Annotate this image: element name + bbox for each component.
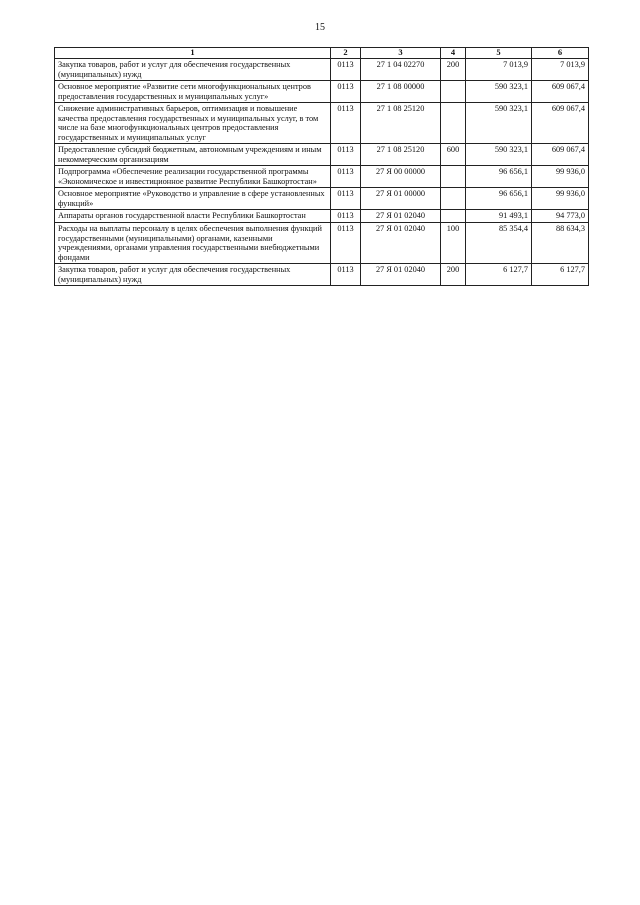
- row-sum-1: 590 323,1: [466, 81, 532, 103]
- row-name: Снижение административных барьеров, оптимизация и повышение качества предоставления государственных и муниципальных услуг, в том числе на базе многофункциональных центров предоставления государственных и муниципальных услуг: [55, 103, 331, 144]
- row-sum-2: 609 067,4: [532, 81, 589, 103]
- row-section: 0113: [331, 59, 361, 81]
- row-sum-1: 96 656,1: [466, 166, 532, 188]
- row-target: 27 1 04 02270: [361, 59, 441, 81]
- row-target: 27 Я 01 00000: [361, 188, 441, 210]
- row-sum-2: 609 067,4: [532, 144, 589, 166]
- table-row: [55, 264, 589, 286]
- table-header-row: [55, 48, 589, 59]
- row-target: 27 1 08 25120: [361, 103, 441, 144]
- row-name: Подпрограмма «Обеспечение реализации государственной программы «Экономическое и инвестиционное развитие Республики Башкортостан»: [55, 166, 331, 188]
- row-name: Аппараты органов государственной власти Республики Башкортостан: [55, 210, 331, 223]
- row-sum-1: 6 127,7: [466, 264, 532, 286]
- row-target: 27 Я 00 00000: [361, 166, 441, 188]
- table-row: [55, 59, 589, 81]
- table-row: [55, 210, 589, 223]
- page-number: 15: [315, 22, 325, 33]
- row-sum-1: 7 013,9: [466, 59, 532, 81]
- header-cell: 3: [361, 48, 441, 59]
- row-name: Основное мероприятие «Развитие сети многофункциональных центров предоставления государственных и муниципальных услуг»: [55, 81, 331, 103]
- row-sum-2: 99 936,0: [532, 188, 589, 210]
- header-cell: 4: [441, 48, 466, 59]
- row-name: Закупка товаров, работ и услуг для обеспечения государственных (муниципальных) нужд: [55, 264, 331, 286]
- header-cell: 2: [331, 48, 361, 59]
- row-target: 27 1 08 00000: [361, 81, 441, 103]
- row-sum-2: 99 936,0: [532, 166, 589, 188]
- row-name: Закупка товаров, работ и услуг для обеспечения государственных (муниципальных) нужд: [55, 59, 331, 81]
- row-kind: [441, 103, 466, 144]
- row-sum-2: 609 067,4: [532, 103, 589, 144]
- row-sum-2: 7 013,9: [532, 59, 589, 81]
- row-name: Расходы на выплаты персоналу в целях обеспечения выполнения функций государственными (муниципальными) органами, казенными учреждениями, органами управления государственными внебюджетными фондами: [55, 222, 331, 263]
- row-target: 27 1 08 25120: [361, 144, 441, 166]
- row-kind: 600: [441, 144, 466, 166]
- row-kind: 200: [441, 264, 466, 286]
- row-section: 0113: [331, 222, 361, 263]
- table-row: [55, 81, 589, 103]
- header-cell: 1: [55, 48, 331, 59]
- row-kind: [441, 166, 466, 188]
- table-row: [55, 144, 589, 166]
- table-row: [55, 222, 589, 263]
- row-section: 0113: [331, 210, 361, 223]
- table-row: [55, 103, 589, 144]
- header-cell: 5: [466, 48, 532, 59]
- row-name: Основное мероприятие «Руководство и управление в сфере установленных функций»: [55, 188, 331, 210]
- row-section: 0113: [331, 103, 361, 144]
- row-target: 27 Я 01 02040: [361, 222, 441, 263]
- row-sum-1: 590 323,1: [466, 144, 532, 166]
- row-target: 27 Я 01 02040: [361, 210, 441, 223]
- row-section: 0113: [331, 81, 361, 103]
- header-cell: 6: [532, 48, 589, 59]
- table-row: [55, 188, 589, 210]
- row-section: 0113: [331, 264, 361, 286]
- row-kind: 100: [441, 222, 466, 263]
- row-kind: [441, 210, 466, 223]
- row-sum-2: 6 127,7: [532, 264, 589, 286]
- row-sum-1: 96 656,1: [466, 188, 532, 210]
- row-kind: [441, 81, 466, 103]
- row-sum-1: 91 493,1: [466, 210, 532, 223]
- budget-table: [54, 47, 589, 286]
- row-section: 0113: [331, 166, 361, 188]
- row-sum-2: 94 773,0: [532, 210, 589, 223]
- row-target: 27 Я 01 02040: [361, 264, 441, 286]
- row-kind: [441, 188, 466, 210]
- table-row: [55, 166, 589, 188]
- row-section: 0113: [331, 144, 361, 166]
- row-sum-1: 590 323,1: [466, 103, 532, 144]
- row-name: Предоставление субсидий бюджетным, автономным учреждениям и иным некоммерческим организациям: [55, 144, 331, 166]
- row-sum-2: 88 634,3: [532, 222, 589, 263]
- row-section: 0113: [331, 188, 361, 210]
- row-sum-1: 85 354,4: [466, 222, 532, 263]
- row-kind: 200: [441, 59, 466, 81]
